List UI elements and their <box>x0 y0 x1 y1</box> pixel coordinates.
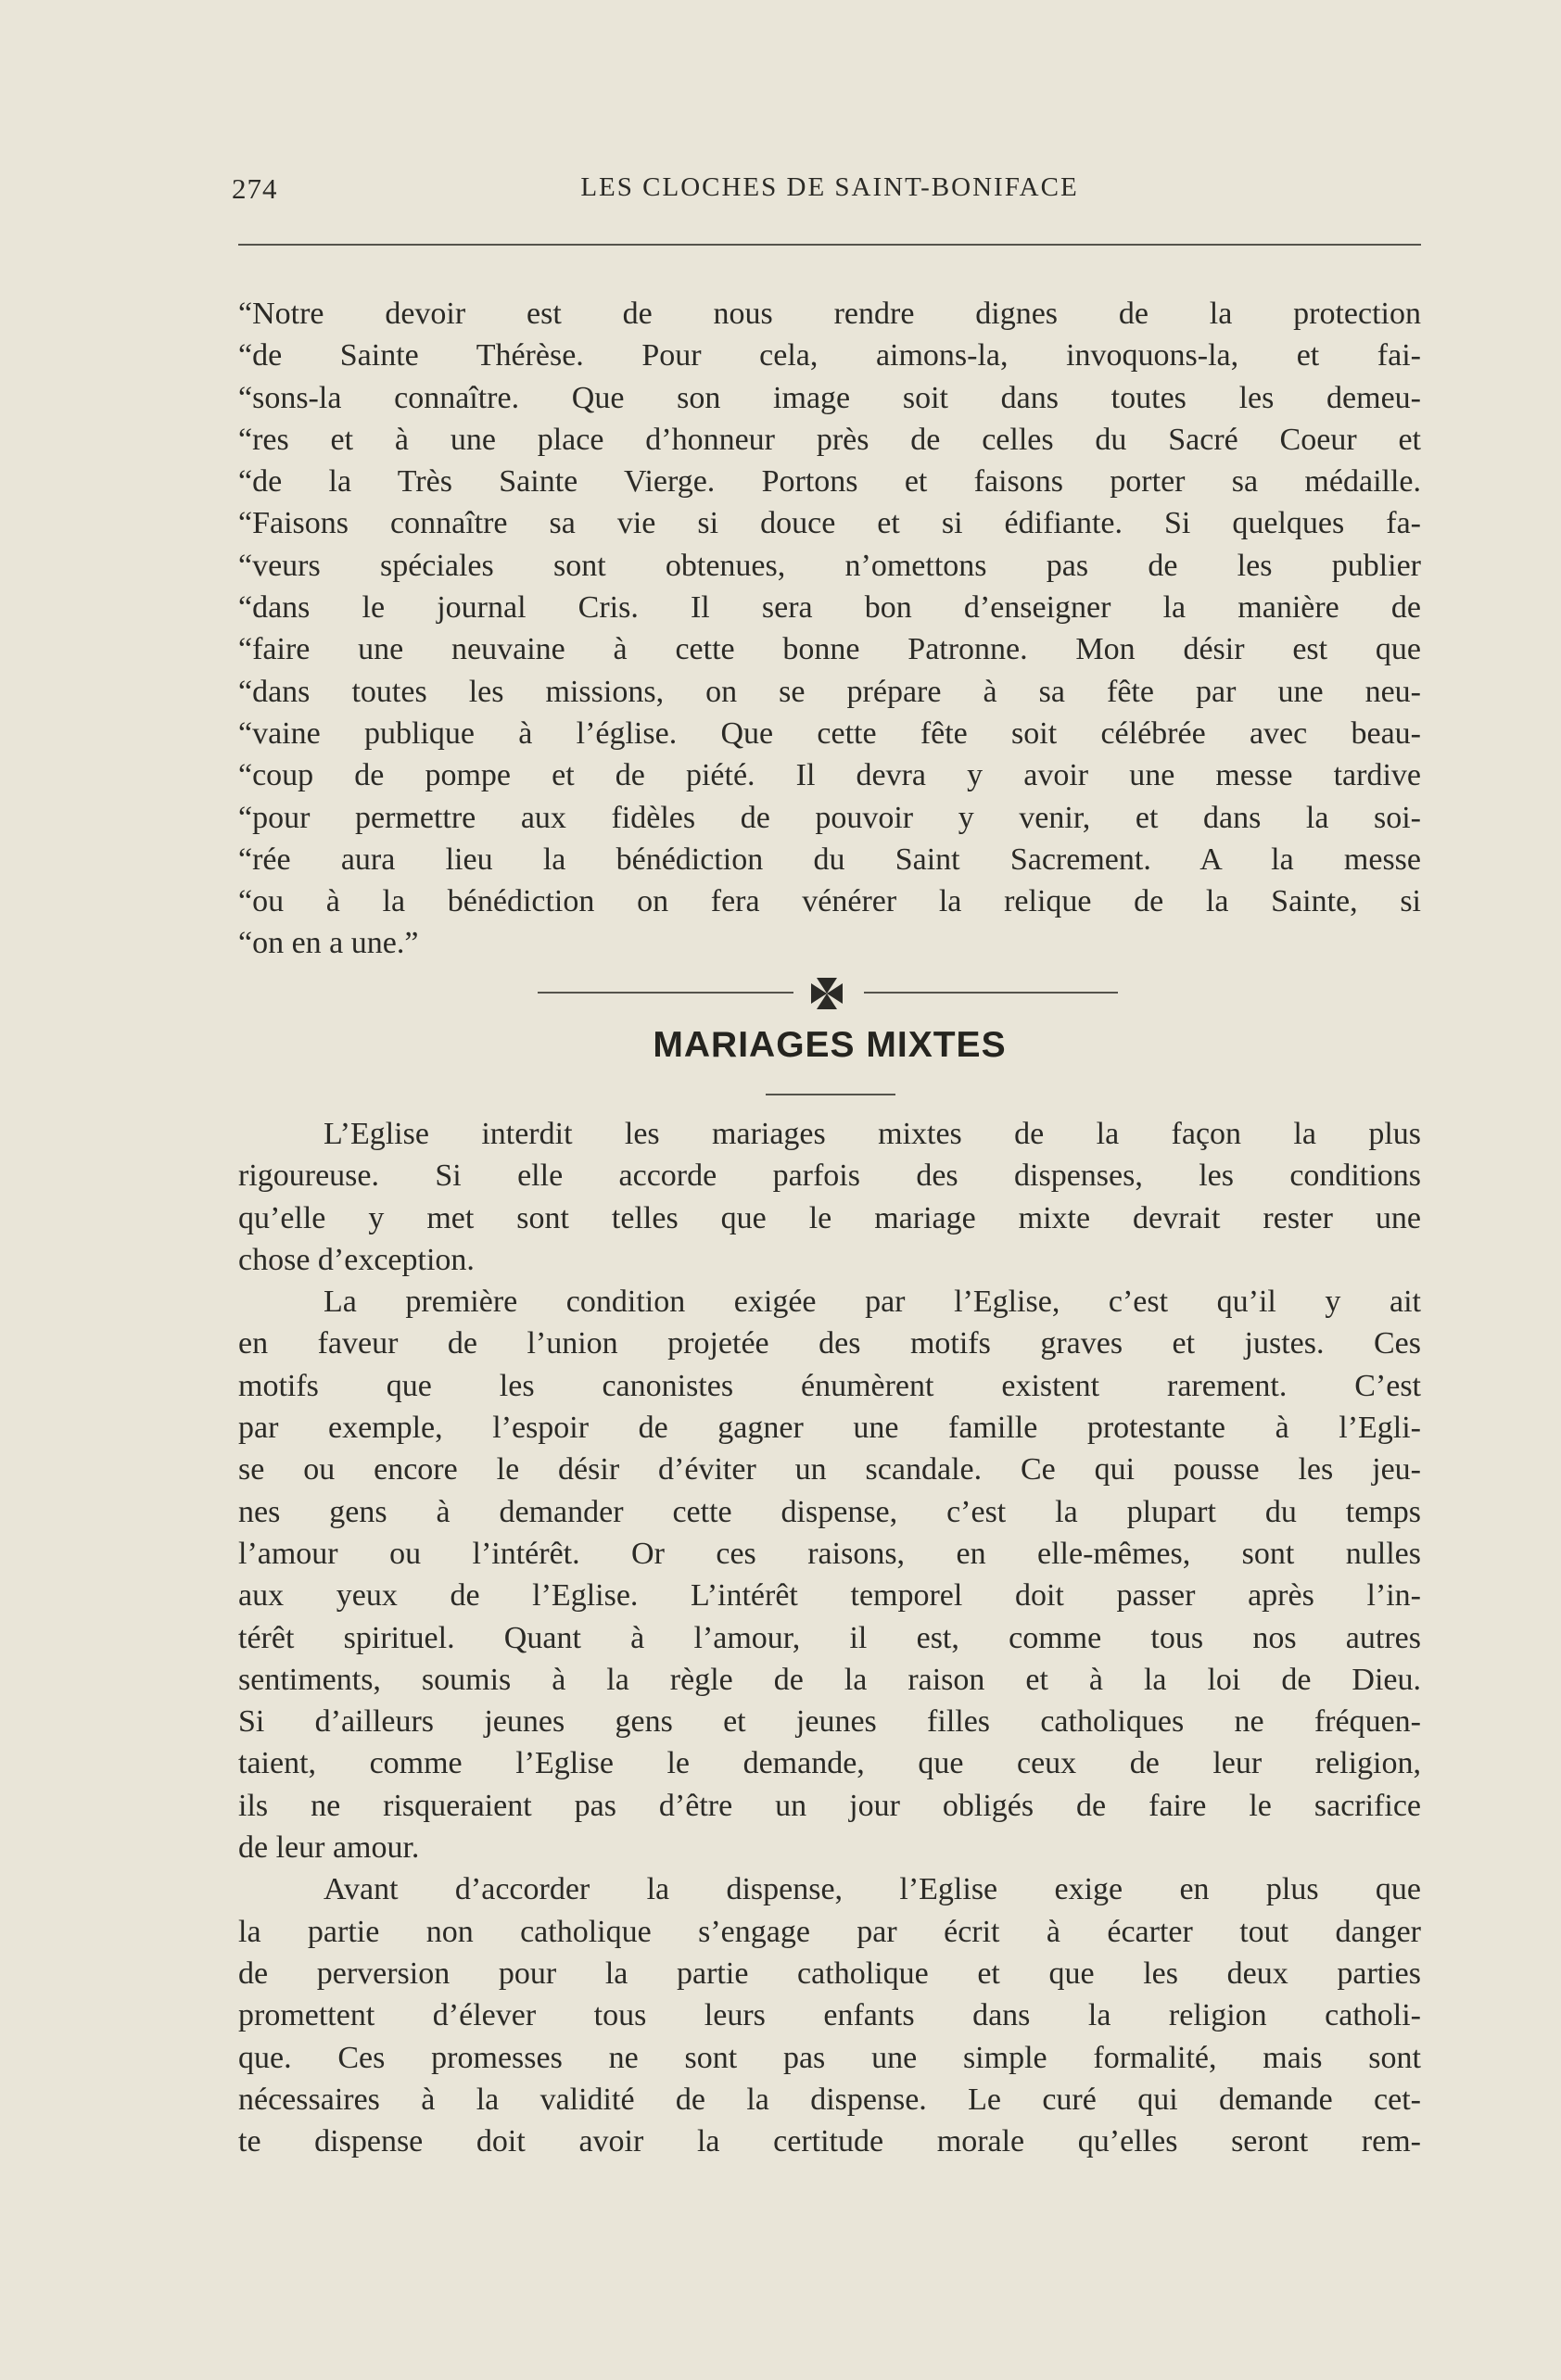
body-line: de leur amour. <box>238 1830 420 1866</box>
quote-line: “ou à la bénédiction on fera vénérer la relique de la Sainte, si <box>238 884 1421 919</box>
quote-line: “dans le journal Cris. Il sera bon d’enseigner la manière de <box>238 590 1421 626</box>
body-line: qu’elle y met sont telles que le mariage mixte devrait rester une <box>238 1200 1421 1235</box>
quote-line: “pour permettre aux fidèles de pouvoir y venir, et dans la soi- <box>238 800 1421 835</box>
section-ornament <box>538 971 1118 1012</box>
quote-line: “on en a une.” <box>238 926 419 961</box>
running-head <box>232 172 1428 213</box>
quote-line: “faire une neuvaine à cette bonne Patronne. Mon désir est que <box>238 632 1421 667</box>
running-title: LES CLOCHES DE SAINT-BONIFACE <box>580 172 1079 202</box>
quote-line: “sons-la connaître. Que son image soit dans toutes les demeu- <box>238 380 1421 415</box>
body-line: rigoureuse. Si elle accorde parfois des dispenses, les conditions <box>238 1158 1421 1194</box>
body-line: se ou encore le désir d’éviter un scandale. Ce qui pousse les jeu- <box>238 1452 1421 1488</box>
quote-line: “vaine publique à l’église. Que cette fête soit célébrée avec beau- <box>238 715 1421 751</box>
quote-paragraph <box>238 293 1421 965</box>
body-line: nes gens à demander cette dispense, c’est la plupart du temps <box>238 1494 1421 1529</box>
body-line: par exemple, l’espoir de gagner une famille protestante à l’Egli- <box>238 1411 1421 1446</box>
body-line: ils ne risqueraient pas d’être un jour obligés de faire le sacrifice <box>238 1788 1421 1823</box>
body-line: L’Eglise interdit les mariages mixtes de la façon la plus <box>324 1117 1421 1151</box>
body-line: de perversion pour la partie catholique et que les deux parties <box>238 1956 1421 1991</box>
body-line: chose d’exception. <box>238 1242 475 1277</box>
quote-line: “dans toutes les missions, on se prépare à sa fête par une neu- <box>238 674 1421 709</box>
body-line: te dispense doit avoir la certitude morale qu’elles seront rem- <box>238 2124 1421 2159</box>
ornament-rule-left <box>538 992 793 994</box>
quote-line: “coup de pompe et de piété. Il devra y avoir une messe tardive <box>238 758 1421 793</box>
quote-line: “de Sainte Thérèse. Pour cela, aimons-la, invoquons-la, et fai- <box>238 338 1421 373</box>
body-line: motifs que les canonistes énumèrent existent rarement. C’est <box>238 1368 1421 1403</box>
body-line: térêt spirituel. Quant à l’amour, il est, comme tous nos autres <box>238 1620 1421 1655</box>
quote-line: “Faisons connaître sa vie si douce et si édifiante. Si quelques fa- <box>238 506 1421 541</box>
body-line: que. Ces promesses ne sont pas une simple formalité, mais sont <box>238 2040 1421 2075</box>
quote-line: “res et à une place d’honneur près de celles du Sacré Coeur et <box>238 422 1421 457</box>
body-line: taient, comme l’Eglise le demande, que ceux de leur religion, <box>238 1746 1421 1781</box>
page-number: 274 <box>232 172 278 205</box>
section-title: MARIAGES MIXTES <box>653 1025 1007 1065</box>
quote-line: “de la Très Sainte Vierge. Portons et faisons porter sa médaille. <box>238 464 1421 500</box>
body-text <box>238 1113 1421 2162</box>
header-rule <box>238 244 1421 246</box>
quote-line: “rée aura lieu la bénédiction du Saint Sacrement. A la messe <box>238 842 1421 877</box>
body-line: La première condition exigée par l’Eglise, c’est qu’il y ait <box>324 1285 1421 1320</box>
body-line: sentiments, soumis à la règle de la raison et à la loi de Dieu. <box>238 1662 1421 1697</box>
body-line: l’amour ou l’intérêt. Or ces raisons, en elle-mêmes, sont nulles <box>238 1536 1421 1571</box>
body-line: en faveur de l’union projetée des motifs graves et justes. Ces <box>238 1326 1421 1361</box>
body-line: nécessaires à la validité de la dispense. Le curé qui demande cet- <box>238 2082 1421 2117</box>
ornament-rule-right <box>864 992 1118 994</box>
maltese-cross-icon <box>808 975 845 1012</box>
body-line: Si d’ailleurs jeunes gens et jeunes filles catholiques ne fréquen- <box>238 1704 1421 1740</box>
quote-line: “veurs spéciales sont obtenues, n’omettons pas de les publier <box>238 548 1421 583</box>
body-line: Avant d’accorder la dispense, l’Eglise exige en plus que <box>324 1872 1421 1907</box>
body-line: la partie non catholique s’engage par écrit à écarter tout danger <box>238 1914 1421 1949</box>
body-line: promettent d’élever tous leurs enfants dans la religion catholi- <box>238 1998 1421 2033</box>
title-underline <box>766 1094 895 1095</box>
body-line: aux yeux de l’Eglise. L’intérêt temporel doit passer après l’in- <box>238 1578 1421 1614</box>
quote-line: “Notre devoir est de nous rendre dignes de la protection <box>238 297 1421 331</box>
